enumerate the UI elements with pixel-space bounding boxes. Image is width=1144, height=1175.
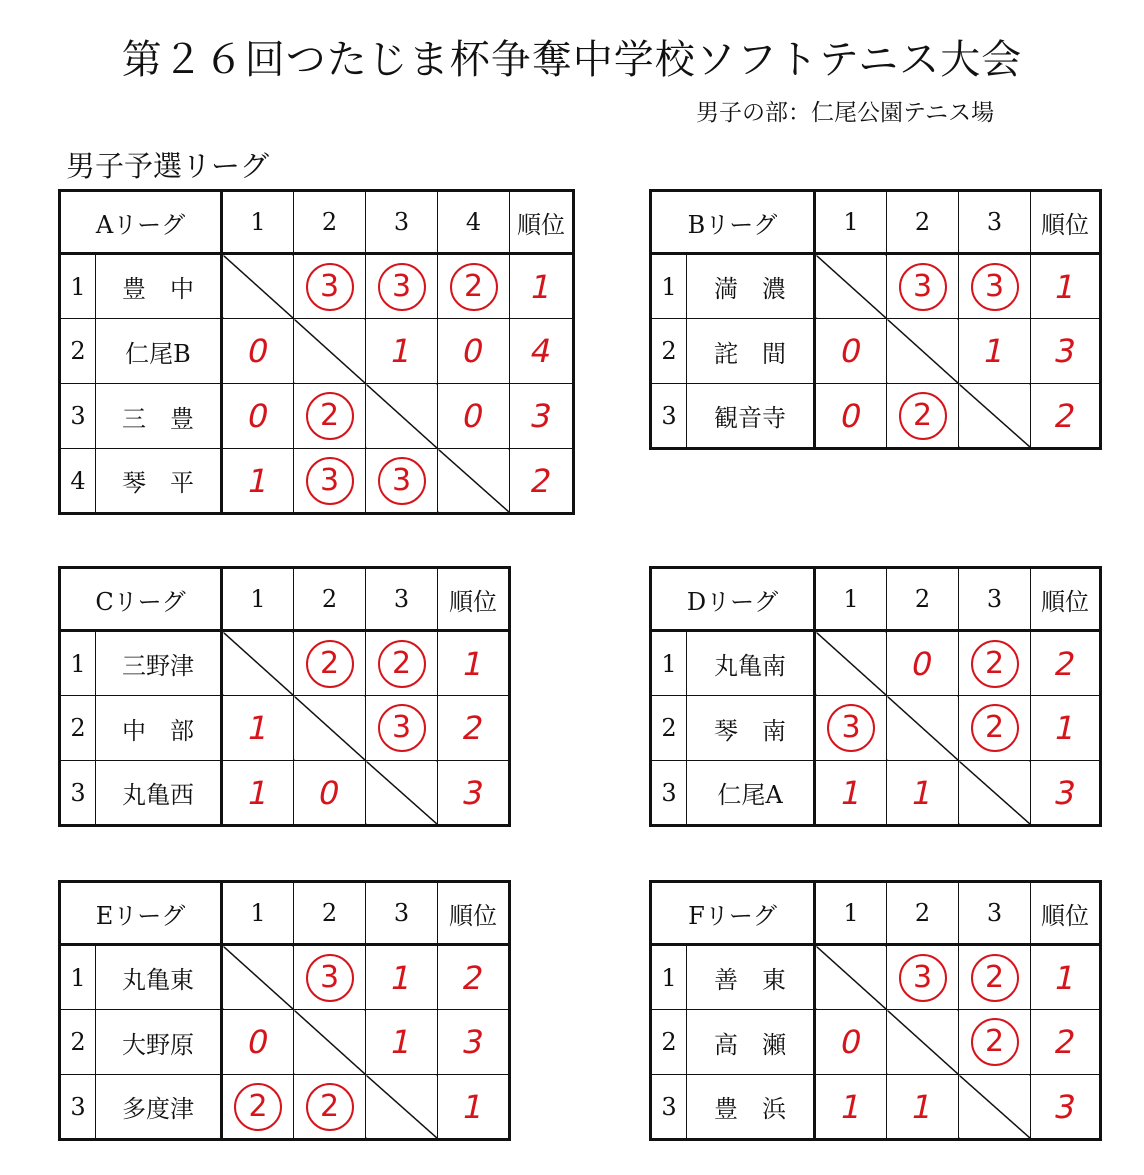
win-score: 2: [306, 392, 354, 440]
match-result-cell: [887, 761, 959, 826]
rank-value: 3: [1050, 332, 1080, 370]
league-name: Aリーグ: [60, 191, 222, 254]
team-number: 2: [60, 319, 96, 384]
self-match-cell: [887, 319, 959, 384]
loss-score: 1: [387, 332, 416, 370]
league-table: [649, 189, 1102, 450]
team-name: 三野津: [96, 631, 222, 696]
loss-score: 0: [243, 332, 273, 370]
team-number: 3: [60, 1075, 96, 1140]
rank-value: 1: [458, 644, 488, 683]
team-name: 琴 南: [687, 696, 815, 761]
league-name: Fリーグ: [651, 882, 815, 945]
table-row: [60, 1010, 510, 1075]
league-table: [58, 189, 575, 515]
team-number: 2: [651, 696, 687, 761]
column-header: 2: [887, 191, 959, 254]
rank-cell: [510, 254, 574, 319]
rank-value: 2: [458, 958, 488, 997]
rank-cell: [438, 696, 510, 761]
team-number: 3: [651, 384, 687, 449]
rank-value: 2: [1050, 644, 1080, 683]
league-name: Bリーグ: [651, 191, 815, 254]
match-result-cell: [887, 1075, 959, 1140]
match-result-cell: [887, 384, 959, 449]
rank-header: 順位: [510, 191, 574, 254]
table-row: [651, 761, 1101, 826]
match-result-cell: [222, 319, 294, 384]
team-name: 三 豊: [96, 384, 222, 449]
team-name: 高 瀬: [687, 1010, 815, 1075]
win-score: 3: [827, 704, 875, 752]
win-score: 2: [306, 640, 354, 688]
team-name: 琴 平: [96, 449, 222, 514]
team-name: 豊 中: [96, 254, 222, 319]
loss-score: 1: [908, 773, 937, 812]
rank-header: 順位: [438, 882, 510, 945]
match-result-cell: [815, 384, 887, 449]
match-result-cell: [222, 1075, 294, 1140]
team-number: 2: [651, 1010, 687, 1075]
loss-score: 1: [243, 773, 273, 812]
table-row: [60, 384, 574, 449]
win-score: 2: [234, 1083, 282, 1131]
team-name: 中 部: [96, 696, 222, 761]
rank-cell: [1031, 945, 1101, 1010]
team-number: 1: [651, 254, 687, 319]
team-number: 2: [60, 696, 96, 761]
team-number: 4: [60, 449, 96, 514]
win-score: 2: [971, 704, 1019, 752]
team-number: 1: [60, 254, 96, 319]
self-match-cell: [222, 945, 294, 1010]
column-header: 1: [222, 882, 294, 945]
win-score: 2: [971, 1018, 1019, 1066]
match-result-cell: [294, 631, 366, 696]
league-table: [58, 566, 511, 827]
team-number: 3: [651, 761, 687, 826]
rank-cell: [510, 384, 574, 449]
match-result-cell: [366, 631, 438, 696]
table-row: [651, 945, 1101, 1010]
table-row: [651, 631, 1101, 696]
column-header: 3: [366, 882, 438, 945]
table-row: [60, 1075, 510, 1140]
self-match-cell: [366, 384, 438, 449]
team-name: 大野原: [96, 1010, 222, 1075]
loss-score: 0: [836, 1023, 866, 1061]
win-score: 3: [971, 263, 1019, 311]
loss-score: 0: [315, 773, 344, 812]
section-title: 男子予選リーグ: [66, 149, 270, 183]
match-result-cell: [815, 761, 887, 826]
league-name: Dリーグ: [651, 568, 815, 631]
rank-cell: [1031, 1010, 1101, 1075]
league-table: [649, 880, 1102, 1141]
self-match-cell: [959, 384, 1031, 449]
league-name: Eリーグ: [60, 882, 222, 945]
loss-score: 1: [980, 332, 1009, 370]
self-match-cell: [222, 631, 294, 696]
match-result-cell: [959, 254, 1031, 319]
match-result-cell: [887, 945, 959, 1010]
rank-value: 1: [526, 267, 556, 306]
win-score: 3: [378, 263, 426, 311]
rank-value: 3: [1050, 773, 1080, 812]
league-name: Cリーグ: [60, 568, 222, 631]
win-score: 2: [306, 1083, 354, 1131]
team-name: 丸亀南: [687, 631, 815, 696]
match-result-cell: [438, 384, 510, 449]
column-header: 3: [959, 882, 1031, 945]
match-result-cell: [294, 254, 366, 319]
loss-score: 0: [836, 332, 866, 370]
self-match-cell: [294, 1010, 366, 1075]
team-name: 豊 浜: [687, 1075, 815, 1140]
match-result-cell: [294, 384, 366, 449]
column-header: 2: [294, 882, 366, 945]
league-table: [58, 880, 511, 1141]
rank-cell: [1031, 761, 1101, 826]
loss-score: 0: [908, 644, 937, 683]
win-score: 2: [899, 392, 947, 440]
self-match-cell: [887, 1010, 959, 1075]
rank-cell: [510, 449, 574, 514]
rank-cell: [438, 945, 510, 1010]
table-row: [60, 319, 574, 384]
team-name: 詫 間: [687, 319, 815, 384]
team-name: 観音寺: [687, 384, 815, 449]
self-match-cell: [222, 254, 294, 319]
rank-value: 3: [1050, 1087, 1080, 1126]
column-header: 3: [959, 568, 1031, 631]
loss-score: 1: [243, 461, 273, 500]
match-result-cell: [222, 449, 294, 514]
team-number: 2: [60, 1010, 96, 1075]
table-row: [60, 631, 510, 696]
team-number: 3: [60, 384, 96, 449]
team-name: 仁尾B: [96, 319, 222, 384]
table-row: [60, 254, 574, 319]
team-number: 1: [651, 631, 687, 696]
column-header: 3: [959, 191, 1031, 254]
team-name: 丸亀西: [96, 761, 222, 826]
match-result-cell: [815, 319, 887, 384]
loss-score: 1: [836, 1087, 866, 1126]
rank-value: 1: [1050, 709, 1080, 747]
rank-value: 2: [458, 709, 488, 747]
rank-value: 2: [1050, 1023, 1080, 1061]
match-result-cell: [366, 1010, 438, 1075]
loss-score: 0: [243, 1023, 273, 1061]
match-result-cell: [959, 945, 1031, 1010]
table-row: [651, 319, 1101, 384]
match-result-cell: [366, 945, 438, 1010]
self-match-cell: [815, 254, 887, 319]
win-score: 3: [378, 457, 426, 505]
rank-value: 1: [1050, 958, 1080, 997]
win-score: 2: [378, 640, 426, 688]
rank-value: 1: [1050, 267, 1080, 306]
rank-value: 3: [458, 773, 488, 812]
match-result-cell: [366, 696, 438, 761]
match-result-cell: [959, 631, 1031, 696]
column-header: 3: [366, 191, 438, 254]
team-number: 3: [60, 761, 96, 826]
self-match-cell: [959, 761, 1031, 826]
win-score: 3: [378, 704, 426, 752]
column-header: 2: [294, 191, 366, 254]
table-row: [60, 449, 574, 514]
match-result-cell: [294, 449, 366, 514]
column-header: 2: [294, 568, 366, 631]
rank-value: 3: [458, 1023, 488, 1061]
win-score: 2: [971, 640, 1019, 688]
rank-cell: [438, 1075, 510, 1140]
rank-header: 順位: [1031, 568, 1101, 631]
self-match-cell: [815, 945, 887, 1010]
rank-cell: [438, 761, 510, 826]
team-name: 丸亀東: [96, 945, 222, 1010]
self-match-cell: [366, 761, 438, 826]
match-result-cell: [294, 945, 366, 1010]
win-score: 3: [306, 263, 354, 311]
match-result-cell: [815, 1010, 887, 1075]
match-result-cell: [294, 1075, 366, 1140]
column-header: 1: [222, 568, 294, 631]
match-result-cell: [887, 254, 959, 319]
rank-cell: [1031, 319, 1101, 384]
match-result-cell: [294, 761, 366, 826]
self-match-cell: [294, 319, 366, 384]
match-result-cell: [815, 696, 887, 761]
rank-cell: [1031, 384, 1101, 449]
self-match-cell: [959, 1075, 1031, 1140]
column-header: 1: [222, 191, 294, 254]
match-result-cell: [222, 1010, 294, 1075]
rank-cell: [1031, 631, 1101, 696]
win-score: 3: [899, 263, 947, 311]
match-result-cell: [438, 319, 510, 384]
rank-header: 順位: [1031, 191, 1101, 254]
table-row: [651, 384, 1101, 449]
column-header: 1: [815, 191, 887, 254]
match-result-cell: [366, 449, 438, 514]
loss-score: 0: [459, 397, 488, 435]
column-header: 2: [887, 568, 959, 631]
win-score: 3: [306, 954, 354, 1002]
loss-score: 0: [243, 397, 273, 435]
self-match-cell: [438, 449, 510, 514]
team-name: 多度津: [96, 1075, 222, 1140]
rank-cell: [1031, 254, 1101, 319]
match-result-cell: [959, 1010, 1031, 1075]
match-result-cell: [815, 1075, 887, 1140]
win-score: 2: [450, 263, 498, 311]
self-match-cell: [815, 631, 887, 696]
table-row: [60, 945, 510, 1010]
match-result-cell: [887, 631, 959, 696]
rank-cell: [438, 1010, 510, 1075]
match-result-cell: [366, 319, 438, 384]
league-table: [649, 566, 1102, 827]
column-header: 1: [815, 882, 887, 945]
win-score: 2: [971, 954, 1019, 1002]
match-result-cell: [959, 696, 1031, 761]
rank-value: 4: [526, 332, 556, 370]
rank-header: 順位: [1031, 882, 1101, 945]
team-number: 1: [60, 631, 96, 696]
table-row: [60, 761, 510, 826]
match-result-cell: [959, 319, 1031, 384]
team-number: 1: [60, 945, 96, 1010]
table-row: [651, 1010, 1101, 1075]
win-score: 3: [306, 457, 354, 505]
loss-score: 1: [387, 1023, 416, 1061]
column-header: 4: [438, 191, 510, 254]
rank-value: 3: [526, 397, 556, 435]
team-number: 3: [651, 1075, 687, 1140]
win-score: 3: [899, 954, 947, 1002]
column-header: 2: [887, 882, 959, 945]
rank-value: 2: [1050, 396, 1080, 435]
loss-score: 1: [836, 773, 866, 812]
loss-score: 1: [243, 709, 273, 747]
table-row: [651, 696, 1101, 761]
rank-header: 順位: [438, 568, 510, 631]
column-header: 3: [366, 568, 438, 631]
table-row: [60, 696, 510, 761]
table-row: [651, 254, 1101, 319]
self-match-cell: [294, 696, 366, 761]
venue-label: 男子の部：仁尾公園テニス場: [696, 100, 995, 126]
self-match-cell: [366, 1075, 438, 1140]
table-row: [651, 1075, 1101, 1140]
team-name: 満 濃: [687, 254, 815, 319]
loss-score: 1: [908, 1087, 937, 1126]
rank-cell: [1031, 1075, 1101, 1140]
rank-value: 2: [526, 461, 556, 500]
self-match-cell: [887, 696, 959, 761]
loss-score: 1: [387, 958, 416, 997]
rank-value: 1: [458, 1087, 488, 1126]
column-header: 1: [815, 568, 887, 631]
rank-cell: [1031, 696, 1101, 761]
match-result-cell: [438, 254, 510, 319]
team-name: 善 東: [687, 945, 815, 1010]
loss-score: 0: [459, 332, 488, 370]
match-result-cell: [222, 384, 294, 449]
page-title: 第２６回つたじま杯争奪中学校ソフトテニス大会: [121, 37, 1023, 83]
rank-cell: [510, 319, 574, 384]
match-result-cell: [222, 761, 294, 826]
team-number: 2: [651, 319, 687, 384]
rank-cell: [438, 631, 510, 696]
team-name: 仁尾A: [687, 761, 815, 826]
match-result-cell: [222, 696, 294, 761]
loss-score: 0: [836, 396, 866, 435]
match-result-cell: [366, 254, 438, 319]
team-number: 1: [651, 945, 687, 1010]
